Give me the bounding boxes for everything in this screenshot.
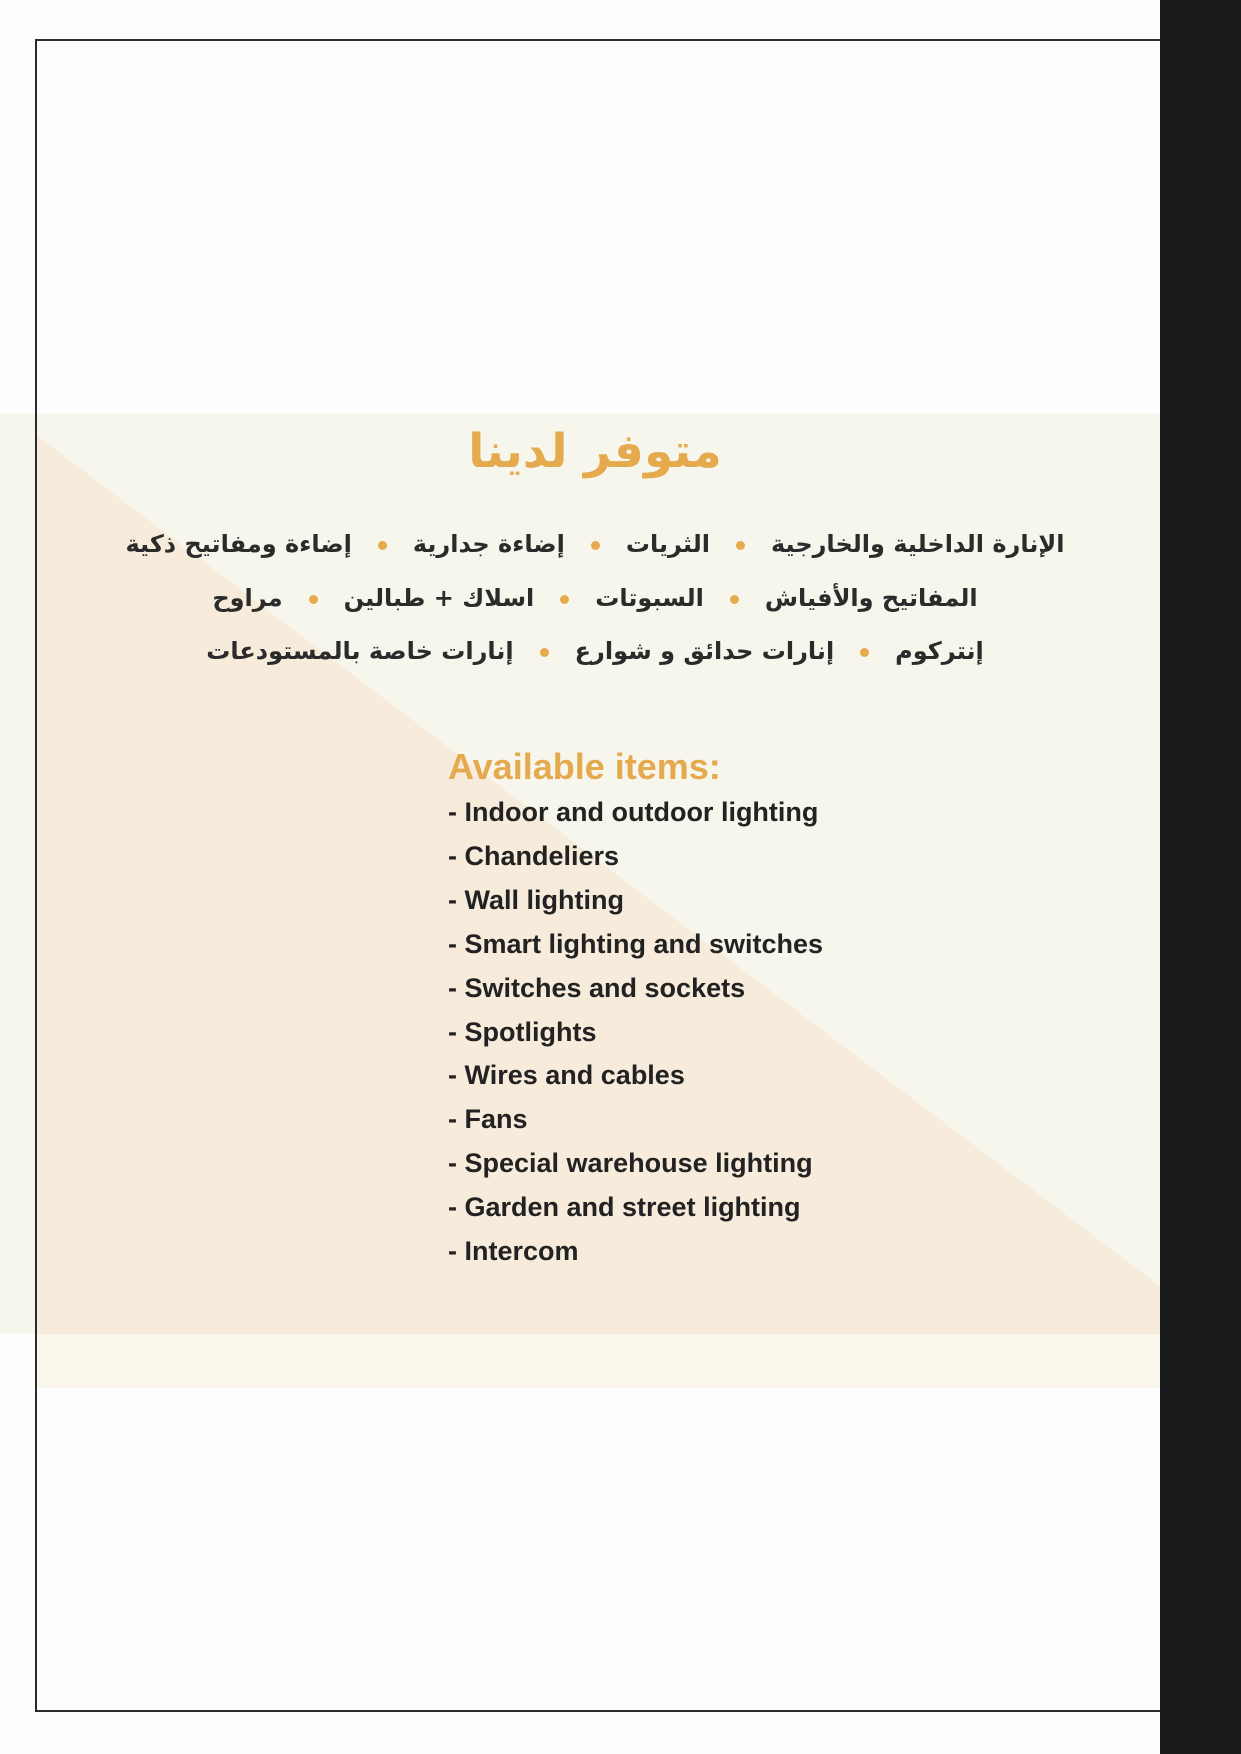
english-title: Available items: xyxy=(448,746,721,787)
bullet-dot xyxy=(560,595,569,604)
list-item: - Garden and street lighting xyxy=(448,1192,801,1223)
bullet-dot xyxy=(730,595,739,604)
arabic-row-2 xyxy=(0,584,1190,612)
list-item: - Wires and cables xyxy=(448,1060,685,1091)
list-item: - Chandeliers xyxy=(448,840,620,871)
arabic-item: مراوح xyxy=(212,584,283,612)
arabic-item: الإنارة الداخلية والخارجية xyxy=(770,530,1065,558)
bullet-dot xyxy=(309,595,318,604)
bullet-dot xyxy=(860,648,869,657)
list-item: - Intercom xyxy=(448,1236,579,1267)
english-section xyxy=(448,745,1048,1274)
list-item: - Fans xyxy=(448,1104,528,1135)
side-bar xyxy=(1160,0,1241,1754)
arabic-item: المفاتيح والأفياش xyxy=(764,584,978,612)
arabic-item: الثريات xyxy=(625,530,710,558)
arabic-item: إنارات خاصة بالمستودعات xyxy=(206,637,514,665)
arabic-title: متوفر لدينا xyxy=(468,424,722,479)
arabic-item: إضاءة ومفاتيح ذكية xyxy=(125,530,352,558)
arabic-row-3 xyxy=(0,637,1190,665)
english-items-list xyxy=(448,791,1048,1274)
arabic-item: اسلاك + طبالين xyxy=(343,584,535,612)
arabic-item: إضاءة جدارية xyxy=(412,530,565,558)
list-item: - Indoor and outdoor lighting xyxy=(448,797,819,827)
arabic-row-1 xyxy=(0,530,1190,558)
list-item: - Smart lighting and switches xyxy=(448,928,824,959)
list-item: - Switches and sockets xyxy=(448,972,746,1003)
list-item: - Special warehouse lighting xyxy=(448,1148,813,1179)
list-item: - Wall lighting xyxy=(448,884,624,915)
bullet-dot xyxy=(540,648,549,657)
arabic-item: إنارات حدائق و شوارع xyxy=(574,637,835,665)
bullet-dot xyxy=(591,541,600,550)
arabic-item: السبوتات xyxy=(595,584,704,612)
bullet-dot xyxy=(378,541,387,550)
list-item: - Spotlights xyxy=(448,1016,597,1047)
bullet-dot xyxy=(736,541,745,550)
arabic-item: إنتركوم xyxy=(895,637,984,665)
